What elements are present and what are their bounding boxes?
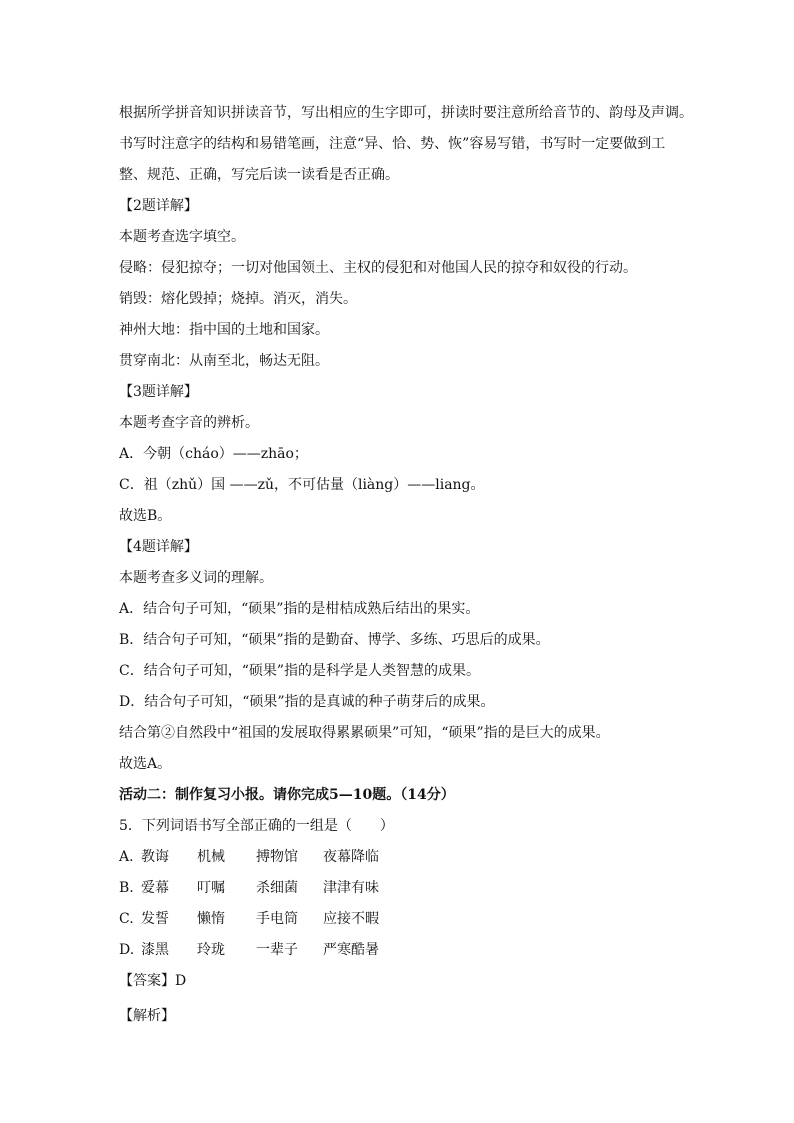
activity-heading: 活动二：制作复习小报。请你完成5—10题。（14分） [119,787,455,803]
option-letter: D. [119,942,135,958]
option-word: 懒惰 [197,911,225,927]
option-word: 应接不暇 [323,911,379,927]
paragraph-line: B．结合句子可知，“硕果”指的是勤奋、博学、多练、巧思后的成果。 [119,632,550,648]
answer-line: 【答案】D [119,973,187,989]
paragraph-line: 整、规范、正确，写完后读一读看是否正确。 [119,167,399,183]
option-word: 玲珑 [197,942,225,958]
paragraph-line: 销毁：熔化毁掉；烧掉。消灭，消失。 [119,291,357,307]
paragraph-line: 故选A。 [119,756,172,772]
option-word: 爱幕 [141,880,169,896]
paragraph-line: 侵略：侵犯掠夺；一切对他国领土、主权的侵犯和对他国人民的掠夺和奴役的行动。 [119,260,637,276]
paragraph-line: 本题考查选字填空。 [119,229,245,245]
paragraph-line: C．祖（zhǔ）国 ——zǔ，不可估量（liàng）——liang。 [119,477,485,493]
option-word: 教诲 [141,849,169,865]
option-word: 严寒酷暑 [323,942,379,958]
option-letter: B. [119,880,134,896]
option-word: 夜幕降临 [323,849,379,865]
section-heading: 【2题详解】 [119,198,198,214]
paragraph-line: 根据所学拼音知识拼读音节，写出相应的生字即可，拼读时要注意所给音节的、韵母及声调。 [119,105,693,121]
section-heading: 【4题详解】 [119,539,198,555]
option-word: 搏物馆 [256,849,298,865]
paragraph-line: C．结合句子可知，“硕果”指的是科学是人类智慧的成果。 [119,663,481,679]
option-word: 杀细菌 [256,880,298,896]
paragraph-line: A．今朝（cháo）——zhāo； [119,446,308,462]
section-heading: 【3题详解】 [119,384,198,400]
option-letter: A. [119,849,134,865]
option-word: 叮嘱 [197,880,225,896]
paragraph-line: 书写时注意字的结构和易错笔画，注意“异、恰、势、恢”容易写错，书写时一定要做到工 [119,136,666,152]
option-letter: C. [119,911,134,927]
paragraph-line: 神州大地：指中国的土地和国家。 [119,322,329,338]
paragraph-line: D．结合句子可知，“硕果”指的是真诚的种子萌芽后的成果。 [119,694,495,710]
analysis-line: 【解析】 [119,1008,175,1024]
paragraph-line: 本题考查多义词的理解。 [119,570,273,586]
option-word: 发誓 [141,911,169,927]
paragraph-line: 本题考查字音的辨析。 [119,415,259,431]
paragraph-line: 贯穿南北：从南至北，畅达无阻。 [119,353,329,369]
option-word: 手电筒 [256,911,298,927]
option-word: 津津有味 [323,880,379,896]
option-word: 机械 [197,849,225,865]
paragraph-line: 结合第②自然段中“祖国的发展取得累累硕果”可知，“硕果”指的是巨大的成果。 [119,725,610,741]
question-stem: 5．下列词语书写全部正确的一组是（ ） [119,818,394,834]
paragraph-line: 故选B。 [119,508,172,524]
option-word: 一辈子 [256,942,298,958]
paragraph-line: A．结合句子可知，“硕果”指的是柑桔成熟后结出的果实。 [119,601,480,617]
option-word: 漆黑 [141,942,169,958]
